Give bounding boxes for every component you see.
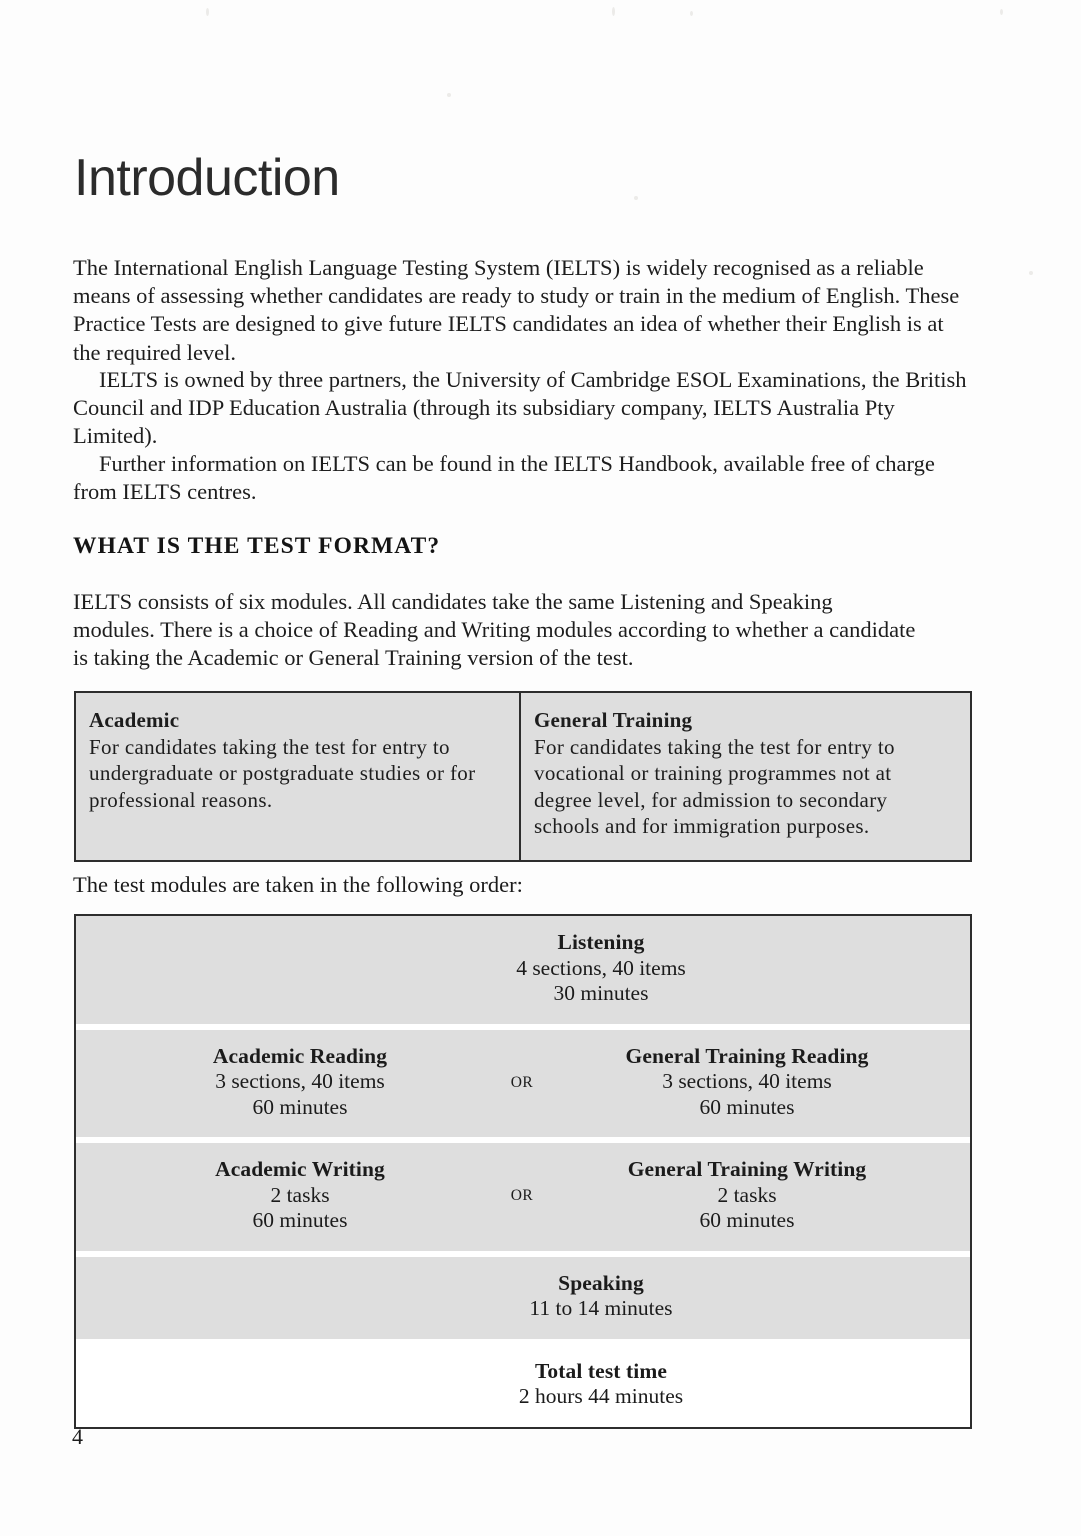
version-title-academic: Academic bbox=[89, 708, 180, 732]
total-test-time-value: 2 hours 44 minutes bbox=[518, 1384, 684, 1408]
module-detail-duration: 30 minutes bbox=[553, 981, 649, 1005]
module-title: Listening bbox=[557, 930, 645, 954]
module-detail-items: 4 sections, 40 items bbox=[516, 955, 686, 980]
version-title-general-training: General Training bbox=[534, 708, 693, 732]
module-detail-duration: 60 minutes bbox=[252, 1208, 348, 1232]
module-title: General Training Reading bbox=[625, 1043, 869, 1068]
table-row bbox=[76, 916, 970, 1024]
module-detail-duration: 60 minutes bbox=[252, 1094, 348, 1119]
test-version-comparison-table bbox=[74, 691, 972, 862]
module-title: Academic Writing bbox=[215, 1157, 385, 1181]
section-heading-test-format: WHAT IS THE TEST FORMAT? bbox=[73, 533, 441, 559]
total-test-time-label: Total test time bbox=[534, 1358, 668, 1383]
table-row bbox=[76, 1137, 970, 1251]
version-cell-general-training bbox=[519, 693, 970, 860]
module-title: Academic Reading bbox=[212, 1043, 388, 1068]
table-row bbox=[76, 1251, 970, 1339]
page-number: 4 bbox=[72, 1424, 83, 1449]
or-label: OR bbox=[510, 1073, 534, 1091]
scan-speck bbox=[447, 93, 451, 97]
module-detail-tasks: 2 tasks bbox=[717, 1182, 777, 1207]
scan-speck bbox=[1000, 9, 1003, 15]
scan-speck bbox=[1029, 271, 1033, 275]
intro-paragraph-1: The International English Language Testing System (IELTS) is widely recognised as a reliable means of assessing whether candidates are ready to study or train in the medium of English. These Practice Tests are designed to give future IELTS candidates an idea of whether their English is at the required level. bbox=[73, 255, 960, 365]
module-detail-items: 3 sections, 40 items bbox=[662, 1069, 832, 1093]
module-detail-duration: 60 minutes bbox=[699, 1208, 795, 1232]
module-title: Speaking bbox=[558, 1270, 644, 1295]
test-modules-table bbox=[74, 914, 972, 1429]
module-speaking bbox=[351, 1271, 851, 1322]
table-row bbox=[76, 1339, 970, 1427]
scan-speck bbox=[612, 7, 615, 16]
section-intro-paragraph: IELTS consists of six modules. All candidates take the same Listening and Speaking modules. There is a choice of Reading and Writing modules according to whether a candidate is taking the Academic or General Training version of the test. bbox=[73, 589, 916, 671]
version-description-general-training: For candidates taking the test for entry to vocational or training programmes not at degree level, for admission to secondary schools and for immigration purposes. bbox=[534, 734, 895, 838]
intro-paragraph-2: IELTS is owned by three partners, the University of Cambridge ESOL Examinations, the British Council and IDP Education Australia (through its subsidiary company, IELTS Australia Pty Limited). bbox=[73, 367, 967, 449]
scan-speck bbox=[634, 196, 638, 200]
modules-order-lead-in: The test modules are taken in the following order: bbox=[73, 872, 523, 897]
module-detail-tasks: 2 tasks bbox=[270, 1182, 330, 1207]
module-title: General Training Writing bbox=[627, 1157, 867, 1181]
page-title: Introduction bbox=[74, 149, 340, 207]
scan-speck bbox=[206, 8, 209, 16]
module-detail-duration: 60 minutes bbox=[699, 1094, 795, 1119]
version-cell-academic bbox=[76, 693, 519, 860]
intro-paragraph-3: Further information on IELTS can be found in the IELTS Handbook, available free of charge from IELTS centres. bbox=[73, 451, 935, 505]
table-row bbox=[76, 1024, 970, 1138]
or-label: OR bbox=[510, 1187, 534, 1204]
scan-speck bbox=[690, 11, 693, 16]
module-detail-duration: 11 to 14 minutes bbox=[529, 1296, 673, 1320]
module-listening bbox=[351, 930, 851, 1007]
version-description-academic: For candidates taking the test for entry to undergraduate or postgraduate studies or for professional reasons. bbox=[89, 734, 476, 812]
module-detail-items: 3 sections, 40 items bbox=[215, 1069, 385, 1093]
module-total-test-time bbox=[351, 1359, 851, 1410]
